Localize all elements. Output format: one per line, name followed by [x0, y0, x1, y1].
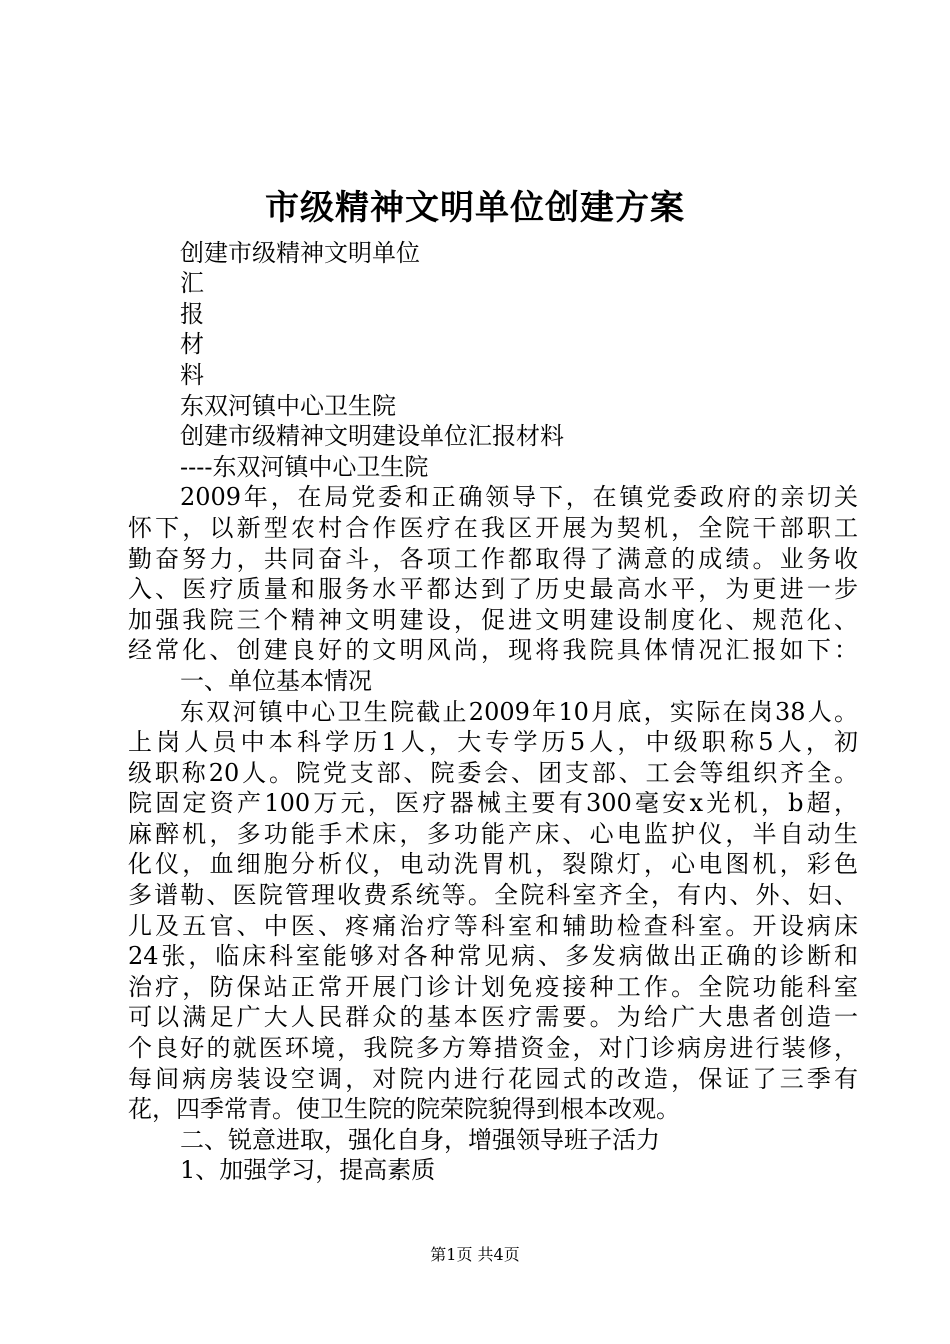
- text-line: 加强我院三个精神文明建设，促进文明建设制度化、规范化、: [128, 605, 858, 634]
- text-line: 东双河镇中心卫生院: [180, 391, 396, 420]
- text-line: 入、医疗质量和服务水平都达到了历史最高水平，为更进一步: [128, 575, 858, 604]
- text-line: ----东双河镇中心卫生院: [180, 452, 429, 481]
- text-line: 创建市级精神文明单位: [180, 238, 420, 267]
- text-line: 料: [180, 360, 204, 389]
- document-title: 市级精神文明单位创建方案: [265, 188, 685, 228]
- document-body: [128, 207, 858, 1186]
- text-line: 怀下，以新型农村合作医疗在我区开展为契机，全院干部职工: [128, 513, 858, 542]
- text-line: 二、锐意进取，强化自身，增强领导班子活力: [180, 1125, 660, 1154]
- text-line: 经常化、创建良好的文明风尚，现将我院具体情况汇报如下：: [128, 636, 858, 665]
- text-line: 24张，临床科室能够对各种常见病、多发病做出正确的诊断和: [128, 942, 858, 971]
- text-line: 材: [180, 330, 204, 359]
- text-line: 汇: [180, 269, 204, 298]
- text-line: 儿及五官、中医、疼痛治疗等科室和辅助检查科室。开设病床: [128, 911, 858, 940]
- text-line: 治疗，防保站正常开展门诊计划免疫接种工作。全院功能科室: [128, 972, 858, 1001]
- text-line: 级职称20人。院党支部、院委会、团支部、工会等组织齐全。: [128, 758, 858, 787]
- text-line: 2009年，在局党委和正确领导下，在镇党委政府的亲切关: [180, 483, 858, 512]
- text-line: 可以满足广大人民群众的基本医疗需要。为给广大患者创造一: [128, 1003, 858, 1032]
- text-line: 麻醉机，多功能手术床，多功能产床、心电监护仪，半自动生: [128, 819, 858, 848]
- text-line: 每间病房装设空调，对院内进行花园式的改造，保证了三季有: [128, 1064, 858, 1093]
- text-line: 个良好的就医环境，我院多方筹措资金，对门诊病房进行装修，: [128, 1034, 858, 1063]
- text-line: 一、单位基本情况: [180, 666, 372, 695]
- text-line: 1、加强学习，提高素质: [180, 1156, 436, 1185]
- text-line: 东双河镇中心卫生院截止2009年10月底，实际在岗38人。: [180, 697, 858, 726]
- text-line: [128, 207, 858, 238]
- text-line: 创建市级精神文明建设单位汇报材料: [180, 422, 564, 451]
- text-line: 勤奋努力，共同奋斗，各项工作都取得了满意的成绩。业务收: [128, 544, 858, 573]
- page-footer: 第1页 共4页: [430, 1245, 520, 1264]
- text-line: 上岗人员中本科学历1人，大专学历5人，中级职称5人，初: [128, 728, 858, 757]
- text-line: 院固定资产100万元，医疗器械主要有300毫安x光机，b超，: [128, 789, 858, 818]
- text-line: 化仪，血细胞分析仪，电动洗胃机，裂隙灯，心电图机，彩色: [128, 850, 858, 879]
- text-line: 报: [180, 299, 204, 328]
- text-line: 花，四季常青。使卫生院的院荣院貌得到根本改观。: [128, 1095, 680, 1124]
- text-line: 多谱勒、医院管理收费系统等。全院科室齐全，有内、外、妇、: [128, 881, 858, 910]
